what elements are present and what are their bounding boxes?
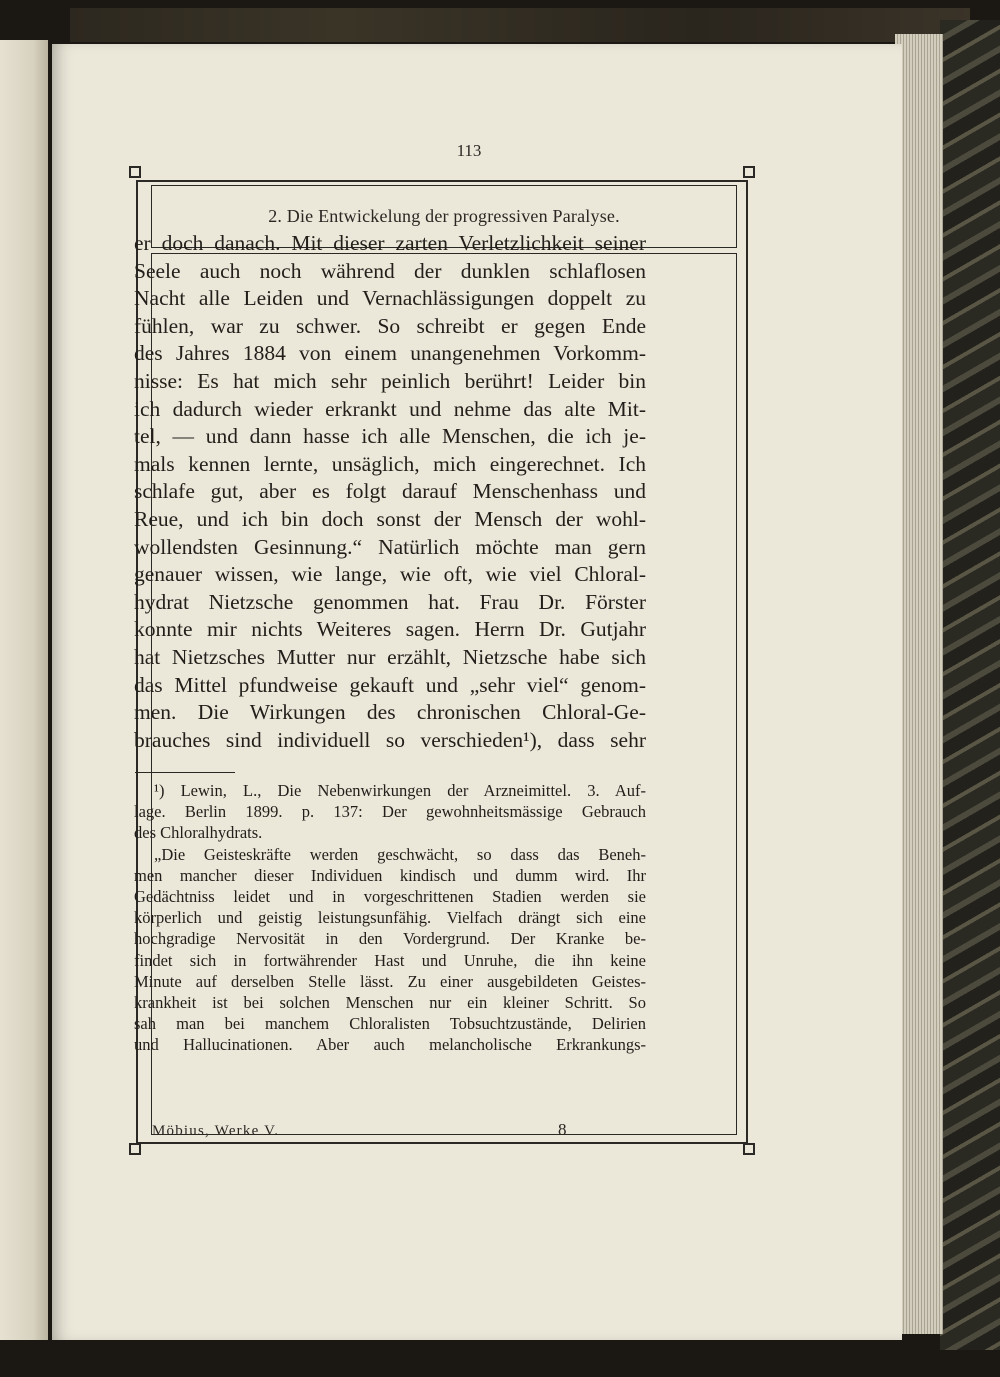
body-line: er doch danach. Mit dieser zarten Verletzlichkeit seiner: [134, 231, 646, 255]
frame-corner-top-right: [743, 166, 755, 178]
footnote-line: findet sich in fortwährender Hast und Unruhe, die ihn keine: [134, 950, 646, 970]
body-line: fühlen, war zu schwer. So schreibt er gegen Ende: [134, 313, 646, 338]
signature-mark: 8: [558, 1120, 567, 1139]
footnote-line: men mancher dieser Individuen kindisch und dumm wird. Ihr: [134, 865, 646, 885]
footnote-line: krankheit ist bei solchen Menschen nur ein kleiner Schritt. So: [134, 993, 646, 1013]
body-line: Seele auch noch während der dunklen schlaflosen: [134, 258, 646, 283]
body-line: Nacht alle Leiden und Vernachlässigungen doppelt zu: [134, 286, 646, 311]
body-line: hat Nietzsches Mutter nur erzählt, Nietzsche habe sich: [134, 644, 646, 669]
body-line: tel, — und dann hasse ich alle Menschen, die ich je-: [134, 424, 646, 449]
footnote-line: Minute auf derselben Stelle lässt. Zu einer ausgebildeten Geistes-: [134, 971, 646, 991]
body-line: des Jahres 1884 von einem unangenehmen Vorkomm-: [134, 341, 646, 366]
body-line: schlafe gut, aber es folgt darauf Menschenhass und: [134, 479, 646, 504]
book-spine-edge: [70, 8, 970, 42]
footnote-line: sah man bei manchem Chloralisten Tobsuchtzustände, Delirien: [134, 1014, 646, 1034]
body-line: nisse: Es hat mich sehr peinlich berührt! Leider bin: [134, 368, 646, 393]
footnote-line: des Chloralhydrats.: [134, 823, 263, 843]
footnote-line: Gedächtniss leidet und in vorgeschrittenen Stadien werden sie: [134, 887, 646, 907]
body-line: das Mittel pfundweise gekauft und „sehr viel“ genom-: [134, 672, 646, 697]
marbled-cover: [940, 20, 1000, 1350]
footnote-line: ¹) Lewin, L., Die Nebenwirkungen der Arzneimittel. 3. Auf-: [154, 781, 646, 800]
frame-corner-top-left: [129, 166, 141, 178]
page-block-edges: [895, 34, 943, 1334]
footnote-line: lage. Berlin 1899. p. 137: Der gewohnheitsmässige Gebrauch: [134, 802, 646, 822]
body-line: Reue, und ich bin doch sonst der Mensch der wohl-: [134, 506, 646, 531]
body-line: brauches sind individuell so verschieden¹), dass sehr: [134, 727, 646, 752]
frame-corner-bottom-right: [743, 1143, 755, 1155]
running-header: 2. Die Entwickelung der progressiven Paralyse.: [268, 206, 620, 226]
body-line: mals kennen lernte, unsäglich, mich eingerechnet. Ich: [134, 451, 646, 476]
left-page-edge: [0, 40, 48, 1340]
body-line: men. Die Wirkungen des chronischen Chloral-Ge-: [134, 700, 646, 725]
footnote-line: hochgradige Nervosität in den Vordergrund. Der Kranke be-: [134, 929, 646, 949]
body-text: [134, 230, 646, 754]
frame-corner-bottom-left: [129, 1143, 141, 1155]
footnotes: [134, 780, 646, 1056]
body-line: wollendsten Gesinnung.“ Natürlich möchte man gern: [134, 534, 646, 559]
footnote-line: und Hallucinationen. Aber auch melancholische Erkrankungs-: [134, 1035, 646, 1055]
body-line: ich dadurch wieder erkrankt und nehme das alte Mit-: [134, 396, 646, 421]
page-number: 113: [456, 141, 482, 160]
body-line: hydrat Nietzsche genommen hat. Frau Dr. Förster: [134, 589, 646, 614]
footnote-rule: [135, 772, 235, 773]
body-line: genauer wissen, wie lange, wie oft, wie viel Chloral-: [134, 562, 646, 587]
body-line: konnte mir nichts Weiteres sagen. Herrn Dr. Gutjahr: [134, 617, 646, 642]
footer-author: Möbius, Werke V.: [152, 1123, 280, 1139]
footnote-line: „Die Geisteskräfte werden geschwächt, so dass das Beneh-: [154, 844, 646, 864]
footnote-line: körperlich und geistig leistungsunfähig. Vielfach drängt sich eine: [134, 908, 646, 928]
